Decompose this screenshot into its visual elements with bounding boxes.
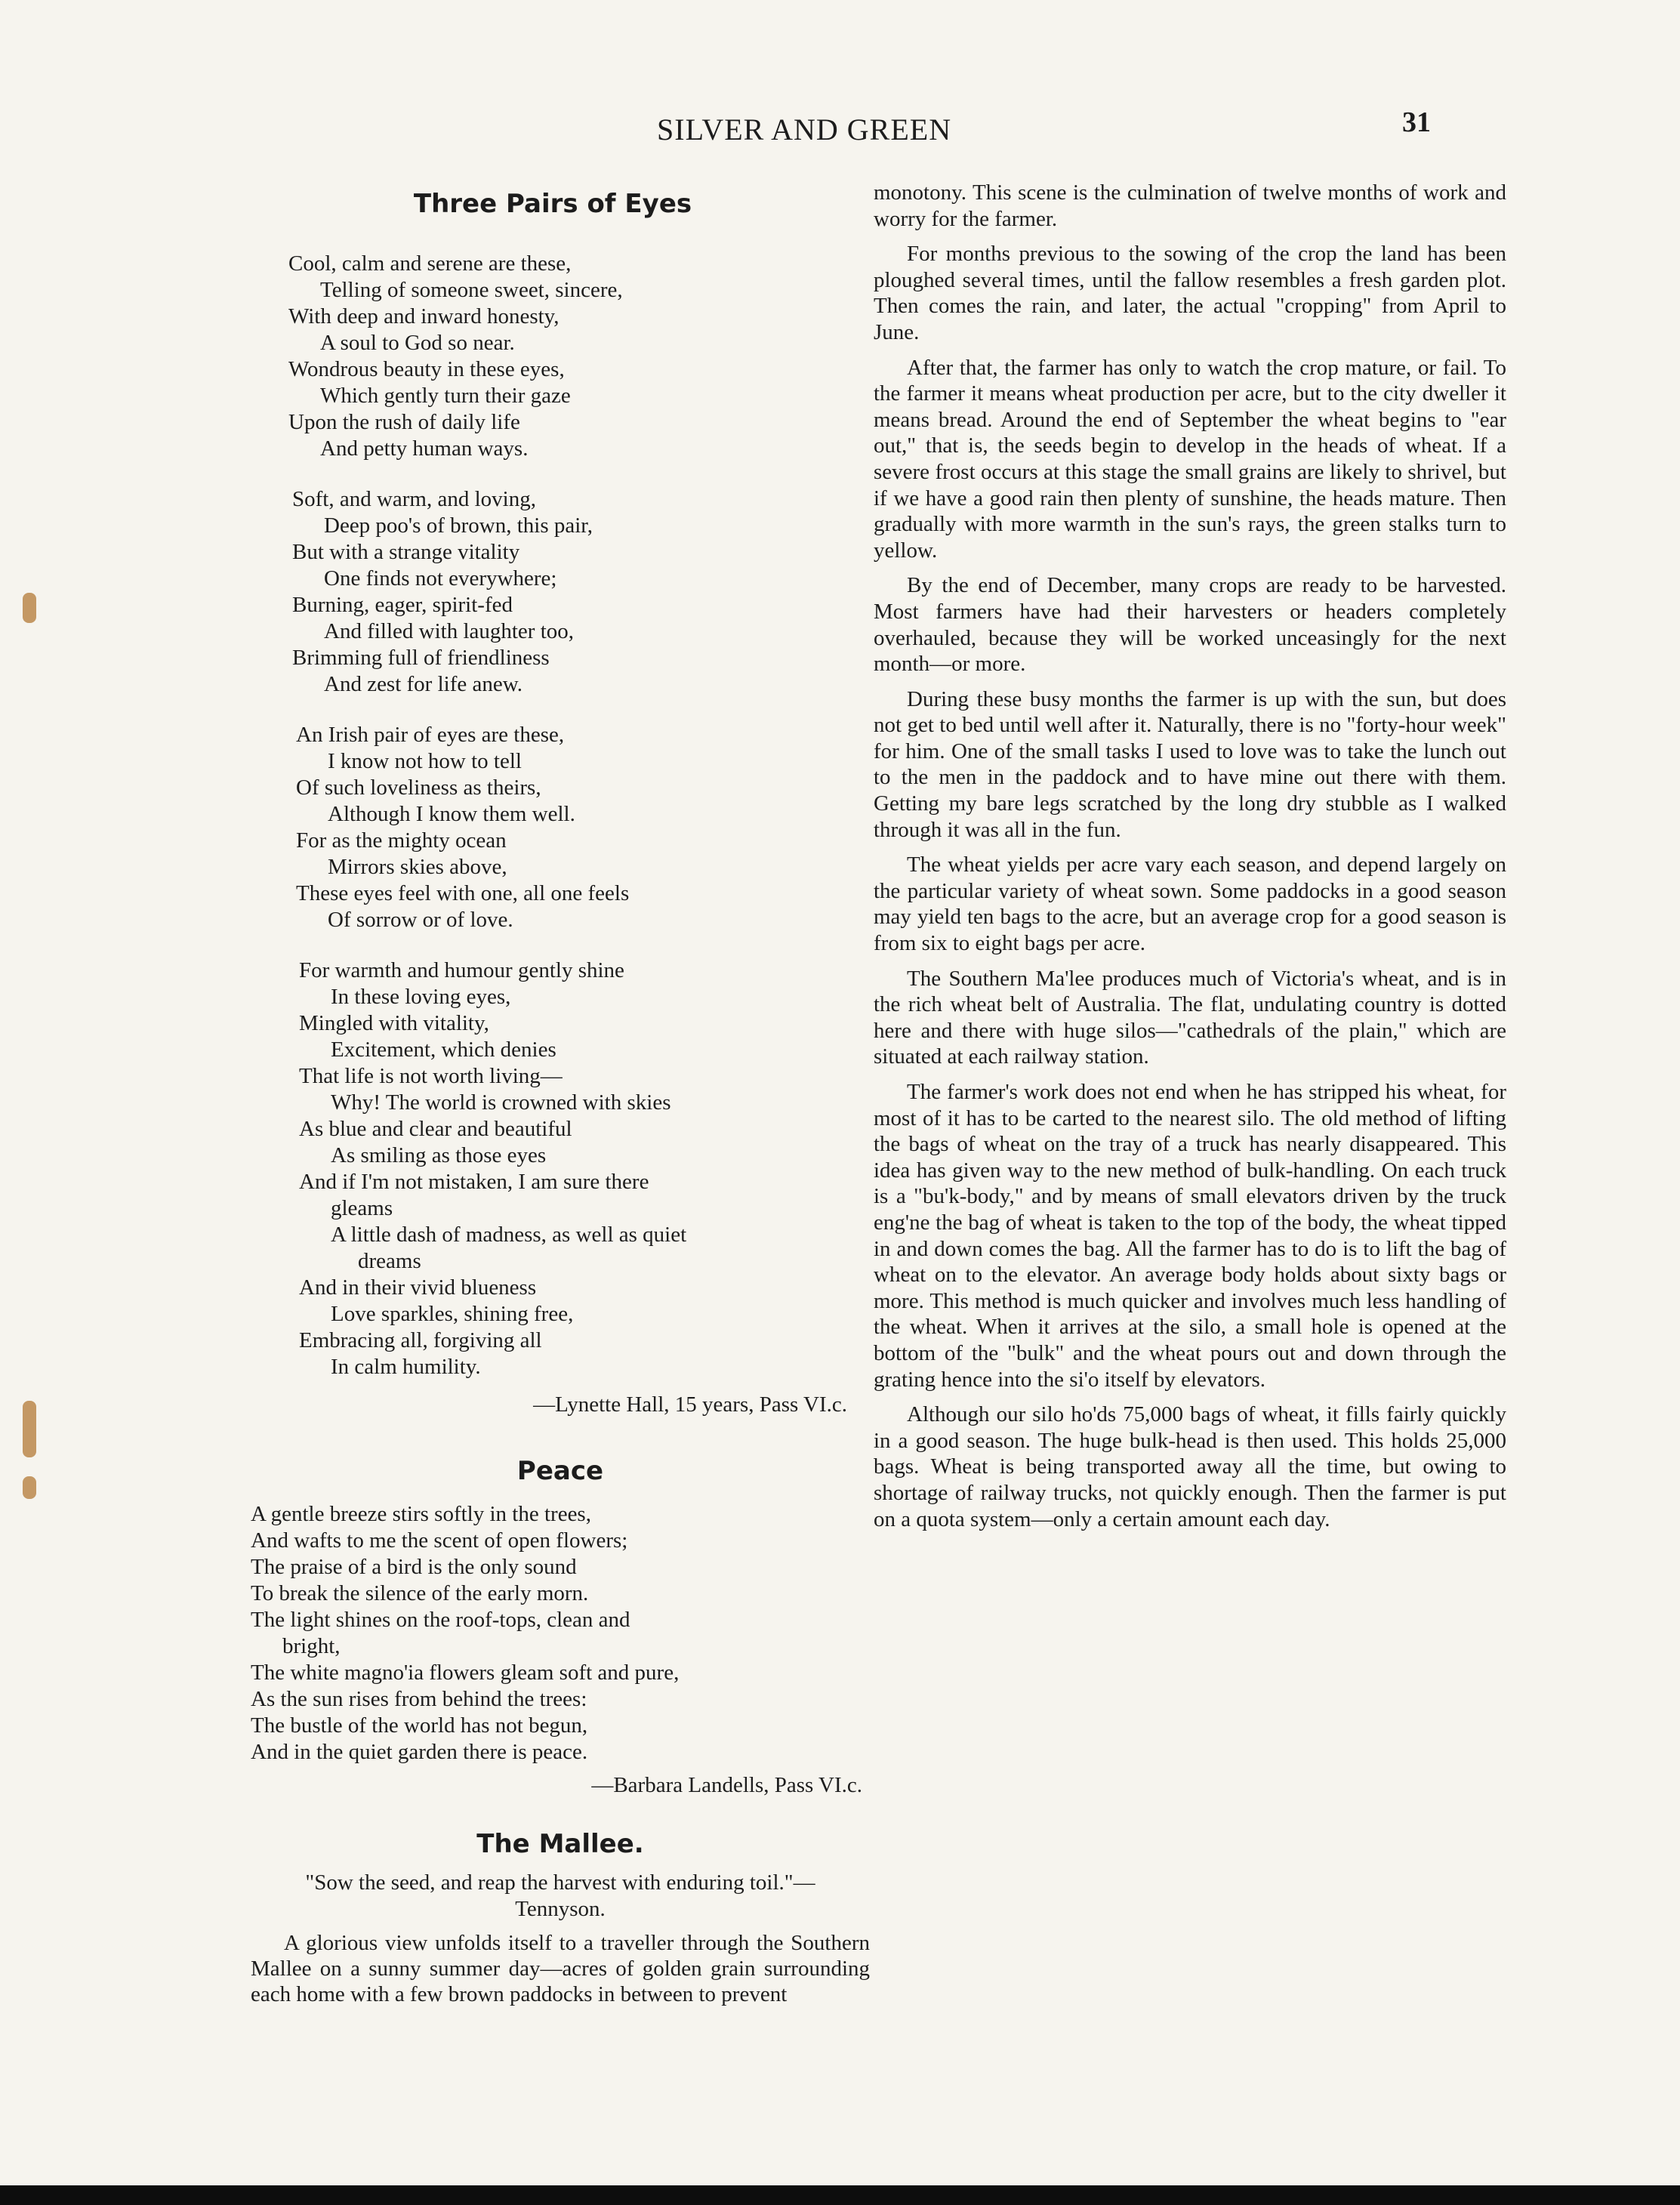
poem-line: I know not how to tell [328,749,522,773]
poem-line: But with a strange vitality [292,540,520,564]
essay-paragraph: During these busy months the farmer is up with the sun, but does not get to bed until well after it. Naturally, there is no "forty-hour week" for him. One of the small tasks I used to love was to take the lunch out to the men in the paddock and to have mine out there with them. Getting my bare legs scratched by the long dry stubble as I walked through it was all in the fun. [874,686,1506,842]
poem-line: Embracing all, forgiving all [299,1328,542,1352]
poem-line: bright, [282,1634,341,1658]
essay-paragraph: The farmer's work does not end when he has stripped his wheat, for most of it has to be carted to the nearest silo. The old method of lifting the bags of wheat on the tray of a truck has nearly disappeared. This idea has given way to the new method of bulk-handling. On each truck is a "bu'k-body," and by means of small elevators driven by the truck eng'ne the bag of wheat is taken to the top of the body, the wheat tipped in and down comes the bag. All the farmer has to do is to lift the bag of wheat on to the elevator. An average body holds about sixty bags or more. This method is much quicker and involves much less handling of the wheat. When it arrives at the silo, a small hole is opened at the bottom of the "bulk" and the wheat pours out and down through the grating hence into the si'o itself by elevators. [874,1080,1506,1392]
poem-line: Excitement, which denies [331,1038,556,1062]
poem-line: To break the silence of the early morn. [251,1581,589,1605]
poem-attribution: —Lynette Hall, 15 years, Pass VI.c. [533,1392,847,1417]
poem-line: A little dash of madness, as well as quiet [331,1223,687,1247]
poem-line: Although I know them well. [328,802,575,826]
essay-title: The Mallee. [476,1829,644,1859]
poem-line: gleams [331,1196,393,1220]
poem-line: And filled with laughter too, [324,619,575,643]
poem-line: One finds not everywhere; [324,566,557,591]
poem-line: And wafts to me the scent of open flowers; [251,1528,628,1553]
poem-line: The white magno'ia flowers gleam soft and pure, [251,1661,680,1685]
right-column [874,180,1506,1541]
poem-line: The praise of a bird is the only sound [251,1555,577,1579]
poem-line: Why! The world is crowned with skies [331,1090,671,1115]
poem-line: In calm humility. [331,1355,481,1379]
poem-line: Telling of someone sweet, sincere, [320,278,623,302]
essay-paragraph: For months previous to the sowing of the crop the land has been ploughed several times, until the fallow resembles a fresh garden plot. Then comes the rain, and later, the actual "cropping" from April to June. [874,242,1506,344]
poem-line: Burning, eager, spirit-fed [292,593,513,617]
poem-line: Mingled with vitality, [299,1011,489,1035]
poem-attribution: —Barbara Landells, Pass VI.c. [591,1773,862,1797]
poem-line: Cool, calm and serene are these, [288,251,572,276]
poem-line: For warmth and humour gently shine [299,958,624,982]
poem-line: And petty human ways. [320,436,529,461]
poem-line: Deep poo's of brown, this pair, [324,513,593,538]
poem-line: The light shines on the roof-tops, clean and [251,1608,630,1632]
poem-line: Upon the rush of daily life [288,410,520,434]
poem-line: As blue and clear and beautiful [299,1117,572,1141]
essay-paragraph: Although our silo ho'ds 75,000 bags of wheat, it fills fairly quickly in a good season. The huge bulk-head is then used. This holds 25,000 bags. Wheat is being transported away all the time, but owing to shortage of railway trucks, not quickly enough. Then the farmer is put on a quota system—only a certain amount each day. [874,1402,1506,1531]
poem-line: Wondrous beauty in these eyes, [288,357,565,381]
scan-border [0,2185,1680,2205]
poem-line: Of such loveliness as theirs, [296,776,541,800]
poem-line: Mirrors skies above, [328,855,507,879]
poem-line: And if I'm not mistaken, I am sure there [299,1170,649,1194]
poem-stanza [299,958,870,1380]
poem-line: For as the mighty ocean [296,828,507,853]
essay-paragraph: The wheat yields per acre vary each season, and depend largely on the particular variety of wheat sown. Some paddocks in a good season may yield ten bags to the acre, but an average crop for a good season is from six to eight bags per acre. [874,853,1506,956]
poem-line: And zest for life anew. [324,672,523,696]
page-number: 31 [1402,106,1431,138]
poem-line: These eyes feel with one, all one feels [296,881,630,905]
poem-stanza [288,251,870,462]
poem-line: Of sorrow or of love. [328,908,513,932]
poem-line: As smiling as those eyes [331,1143,547,1167]
poem-line: Soft, and warm, and loving, [292,487,536,511]
essay-epigraph: "Sow the seed, and reap the harvest with enduring toil."—Tennyson. [305,1870,815,1921]
poem-title: Peace [516,1456,604,1486]
essay-paragraph: By the end of December, many crops are ready to be harvested. Most farmers have had their harvesters or headers completely overhauled, because they will be worked unceasingly for the next month—or more. [874,573,1506,677]
poem-line: Brimming full of friendliness [292,646,550,670]
essay-paragraph: After that, the farmer has only to watch the crop mature, or fail. To the farmer it means wheat production per acre, but to the city dweller it means bread. Around the end of September the wheat begins to "ear out," that is, the seeds begin to develop in the heads of wheat. If a severe frost occurs at this stage the small grains are likely to shrivel, but if we have a good rain then plenty of sunshine, the heads mature. Then gradually with more warmth in the sun's rays, the green stalks turn to yellow. [874,355,1506,563]
essay-paragraph: monotony. This scene is the culmination of twelve months of work and worry for the farmer. [874,180,1506,231]
poem-title: Three Pairs of Eyes [413,189,692,219]
poem-line: With deep and inward honesty, [288,304,559,328]
left-column [251,189,870,2007]
paper-stain [23,593,36,623]
poem-line: And in their vivid blueness [299,1275,537,1300]
poem-line: In these loving eyes, [331,985,511,1009]
poem-line: The bustle of the world has not begun, [251,1713,588,1738]
poem-line: Love sparkles, shining free, [331,1302,574,1326]
poem-line: An Irish pair of eyes are these, [296,723,565,747]
poem-line: Which gently turn their gaze [320,384,571,408]
poem-line: That life is not worth living— [299,1064,563,1088]
essay-paragraph: The Southern Ma'lee produces much of Victoria's wheat, and is in the rich wheat belt of Australia. The flat, undulating country is dotted here and there with huge silos—"cathedrals of the plain," which are situated at each railway station. [874,966,1506,1069]
paper-stain [23,1401,36,1457]
poem-line: A soul to God so near. [320,331,515,355]
paper-stain [23,1476,36,1499]
poem-line: dreams [358,1249,421,1273]
poem-body [251,1501,870,1766]
poem-stanza [296,722,870,933]
poem-stanza [292,486,870,698]
essay-paragraph: A glorious view unfolds itself to a traveller through the Southern Mallee on a sunny summer day—acres of golden grain surrounding each home with a few brown paddocks in between to prevent [251,1931,870,2006]
poem-line: As the sun rises from behind the trees: [251,1687,587,1711]
poem-line: And in the quiet garden there is peace. [251,1740,588,1764]
poem-line: A gentle breeze stirs softly in the trees, [251,1502,591,1526]
running-header: SILVER AND GREEN [657,113,952,146]
